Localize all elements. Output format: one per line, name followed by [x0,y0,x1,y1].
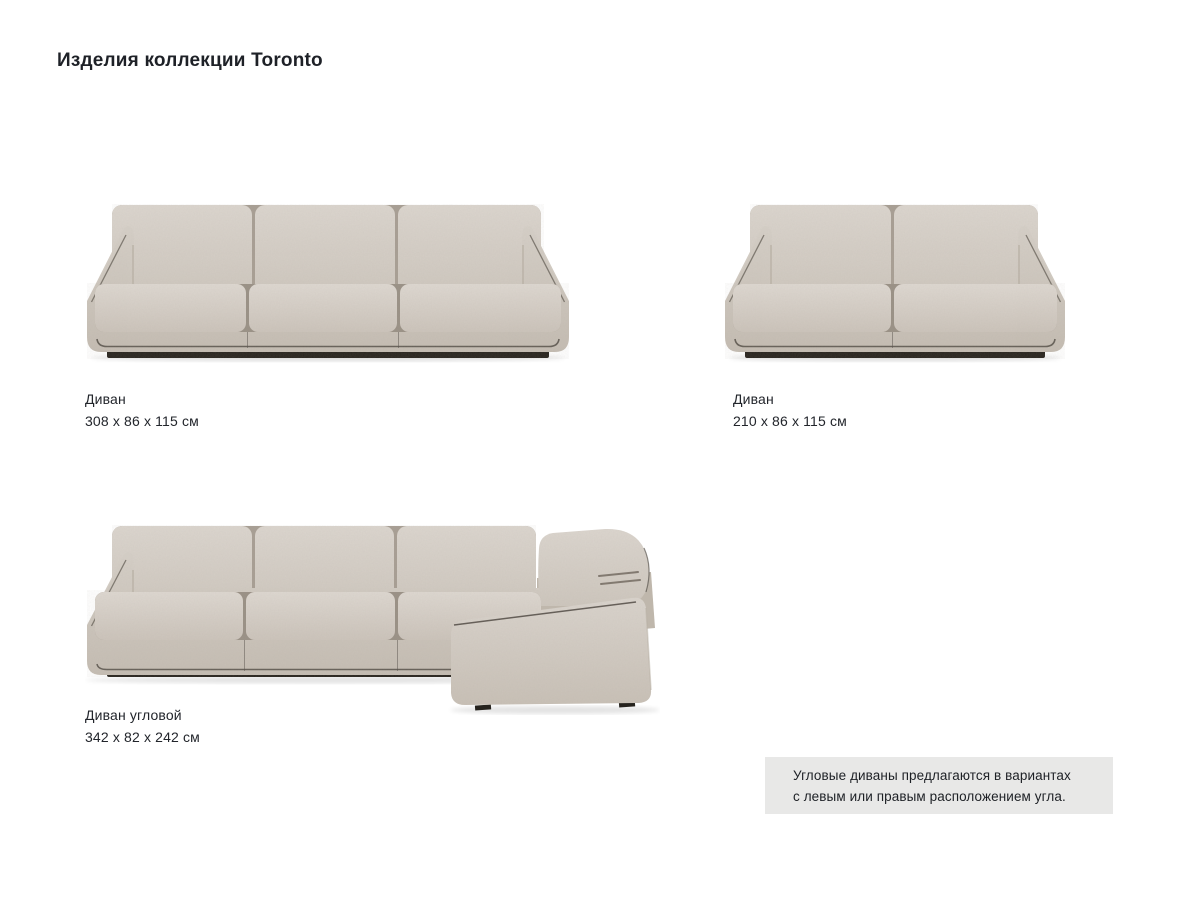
page-title: Изделия коллекции Toronto [57,50,323,71]
product-label-1 [85,388,199,432]
product-label-2 [733,388,847,432]
sofa-3-seat-image [85,199,571,363]
sofa-2-seat-image [723,200,1067,363]
product-card-sofa-corner[interactable] [85,518,660,718]
product-name: Диван угловой [85,707,182,723]
corner-sofa-note [765,757,1113,814]
note-line-2: с левым или правым расположением угла. [793,788,1066,804]
product-dimensions: 342 x 82 x 242 см [85,729,200,745]
note-line-1: Угловые диваны предлагаются в вариантах [793,767,1071,783]
product-label-3 [85,704,200,748]
sofa-corner-image [85,518,660,718]
product-name: Диван [733,391,774,407]
product-dimensions: 308 x 86 x 115 см [85,413,199,429]
product-card-sofa-2-seat[interactable] [723,200,1067,363]
product-dimensions: 210 x 86 x 115 см [733,413,847,429]
product-name: Диван [85,391,126,407]
product-card-sofa-3-seat[interactable] [85,199,571,363]
